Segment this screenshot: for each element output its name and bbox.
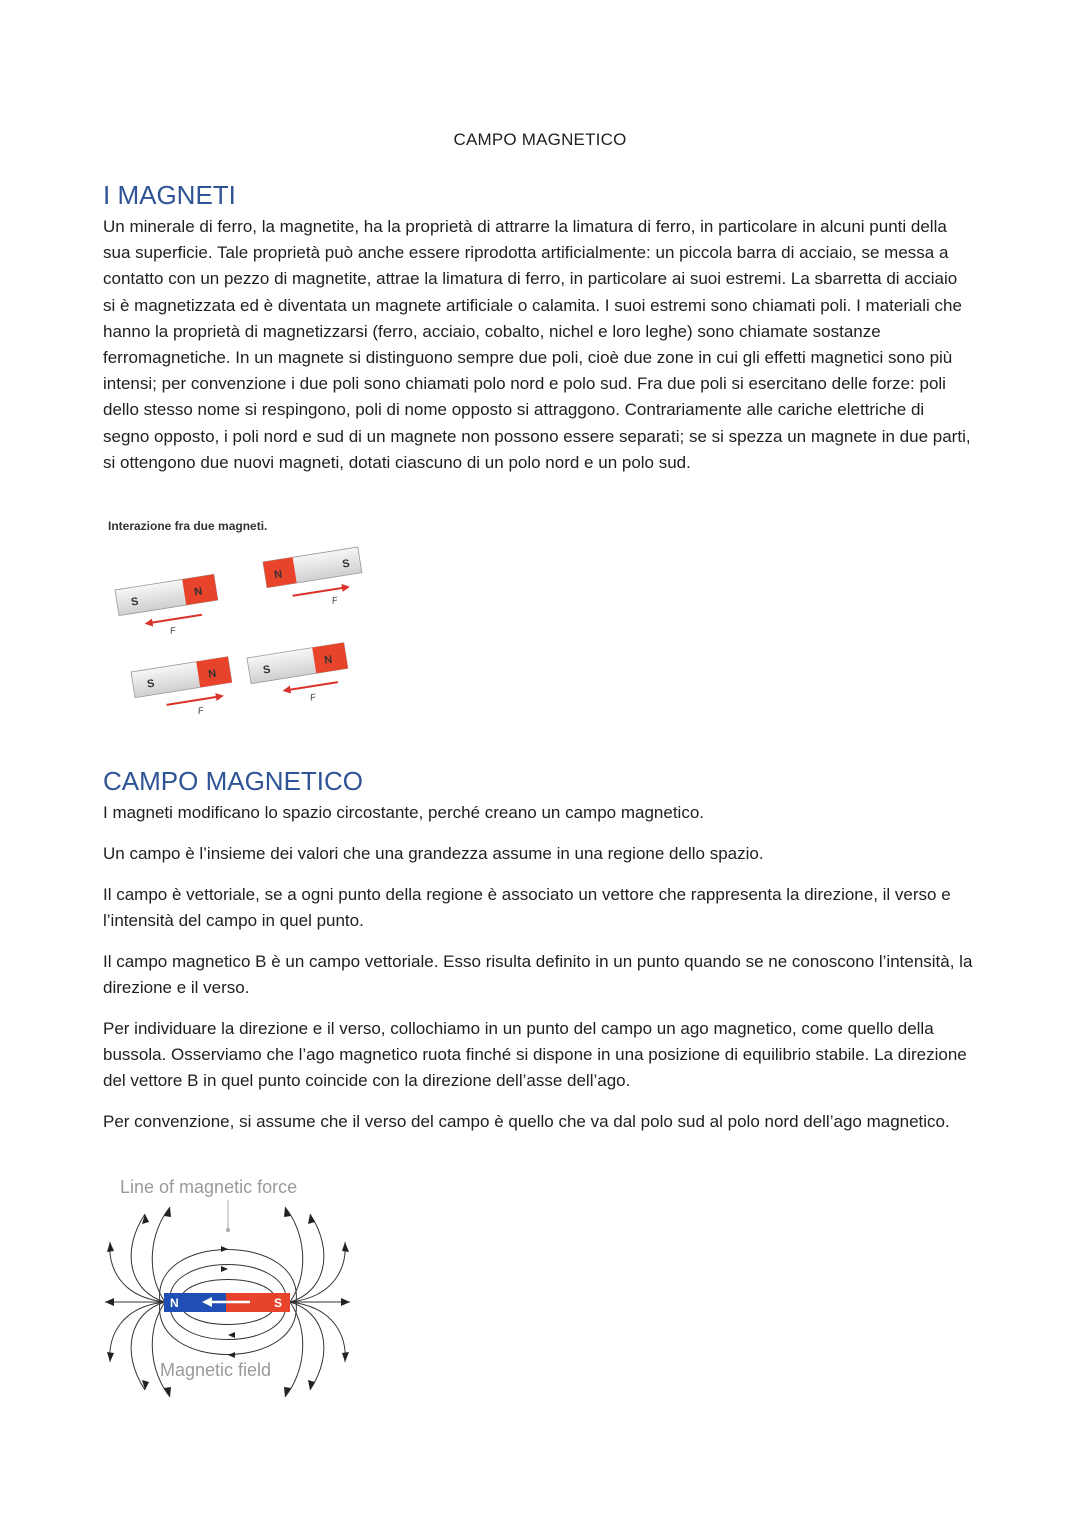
paragraph-3: Il campo è vettoriale, se a ogni punto della regione è associato un vettore che rappresenta la direzione, il verso e l’intensità del campo in quel punto. xyxy=(103,885,951,931)
magnet-1-north-label: N xyxy=(193,585,204,599)
page-title: CAMPO MAGNETICO xyxy=(453,130,627,149)
field-north-label: N xyxy=(170,1296,179,1310)
section-heading-magneti: I MAGNETI xyxy=(103,180,236,210)
force-label-2: F xyxy=(331,594,339,606)
field-bottom-label: Magnetic field xyxy=(160,1360,272,1380)
magnet-4 xyxy=(247,643,352,712)
magnet-interaction-figure xyxy=(105,540,375,725)
force-label-1: F xyxy=(169,625,177,636)
field-south-label: S xyxy=(274,1296,283,1310)
magnet-2-north-label: N xyxy=(273,568,284,582)
force-label-4: F xyxy=(309,691,317,703)
magnet-2 xyxy=(263,547,366,615)
magnetic-field-figure xyxy=(100,1172,355,1402)
paragraph-5: Per individuare la direzione e il verso, collochiamo in un punto del campo un ago magnetico, come quello della bussola. Osserviamo che l’ago magnetico ruota finché si dispone in una posizione di equilibrio stabile. La direzione del vettore B in quel punto coincide con la direzione dell’asse dell’ago. xyxy=(103,1019,967,1091)
paragraph-1: I magneti modificano lo spazio circostante, perché creano un campo magnetico. xyxy=(103,803,704,822)
figure-caption: Interazione fra due magneti. xyxy=(108,519,268,533)
paragraph-6: Per convenzione, si assume che il verso del campo è quello che va dal polo sud al polo nord dell’ago magnetico. xyxy=(103,1112,950,1131)
paragraph-magneti: Un minerale di ferro, la magnetite, ha la proprietà di attrarre la limatura di ferro, in particolare in alcuni punti della sua superficie. Tale proprietà può anche essere riprodotta artificialmente: un piccola barra di acciaio, se messa a contatto con un pezzo di magnetite, attrae la limatura di ferro, in particolare ai suoi estremi. La sbarretta di acciaio si è magnetizzata ed è diventata un magnete artificiale o calamita. I suoi estremi sono chiamati poli. I materiali che hanno la proprietà di magnetizzarsi (ferro, acciaio, cobalto, nichel e loro leghe) sono chiamate sostanze ferromagnetiche. In un magnete si distinguono sempre due poli, cioè due zone in cui gli effetti magnetici sono più intensi; per convenzione i due poli sono chiamati polo nord e polo sud. Fra due poli si esercitano delle forze: poli dello stesso nome si respingono, poli di nome opposto si attraggono. Contrariamente alle cariche elettriche di segno opposto, i poli nord e sud di un magnete non possono essere separati; se si spezza un magnete in due parti, si ottengono due nuovi magneti, dotati ciascuno di un polo nord e un polo sud. xyxy=(103,217,971,472)
magnet-3-north-label: N xyxy=(207,667,218,681)
paragraph-4: Il campo magnetico B è un campo vettoriale. Esso risulta definito in un punto quando se ne conoscono l’intensità, la direzione e il verso. xyxy=(103,952,973,998)
magnet-1-south-label: S xyxy=(130,595,140,609)
magnet-2-south-label: S xyxy=(341,557,351,571)
magnet-4-south-label: S xyxy=(262,663,272,677)
field-top-label: Line of magnetic force xyxy=(120,1177,298,1197)
magnet-4-north-label: N xyxy=(323,653,334,667)
paragraph-2: Un campo è l’insieme dei valori che una grandezza assume in una regione dello spazio. xyxy=(103,844,764,863)
magnet-3-south-label: S xyxy=(146,677,156,691)
magnet-1 xyxy=(115,574,222,643)
magnet-3 xyxy=(131,657,236,725)
section-heading-campo: CAMPO MAGNETICO xyxy=(103,766,364,796)
force-label-3: F xyxy=(197,705,205,716)
